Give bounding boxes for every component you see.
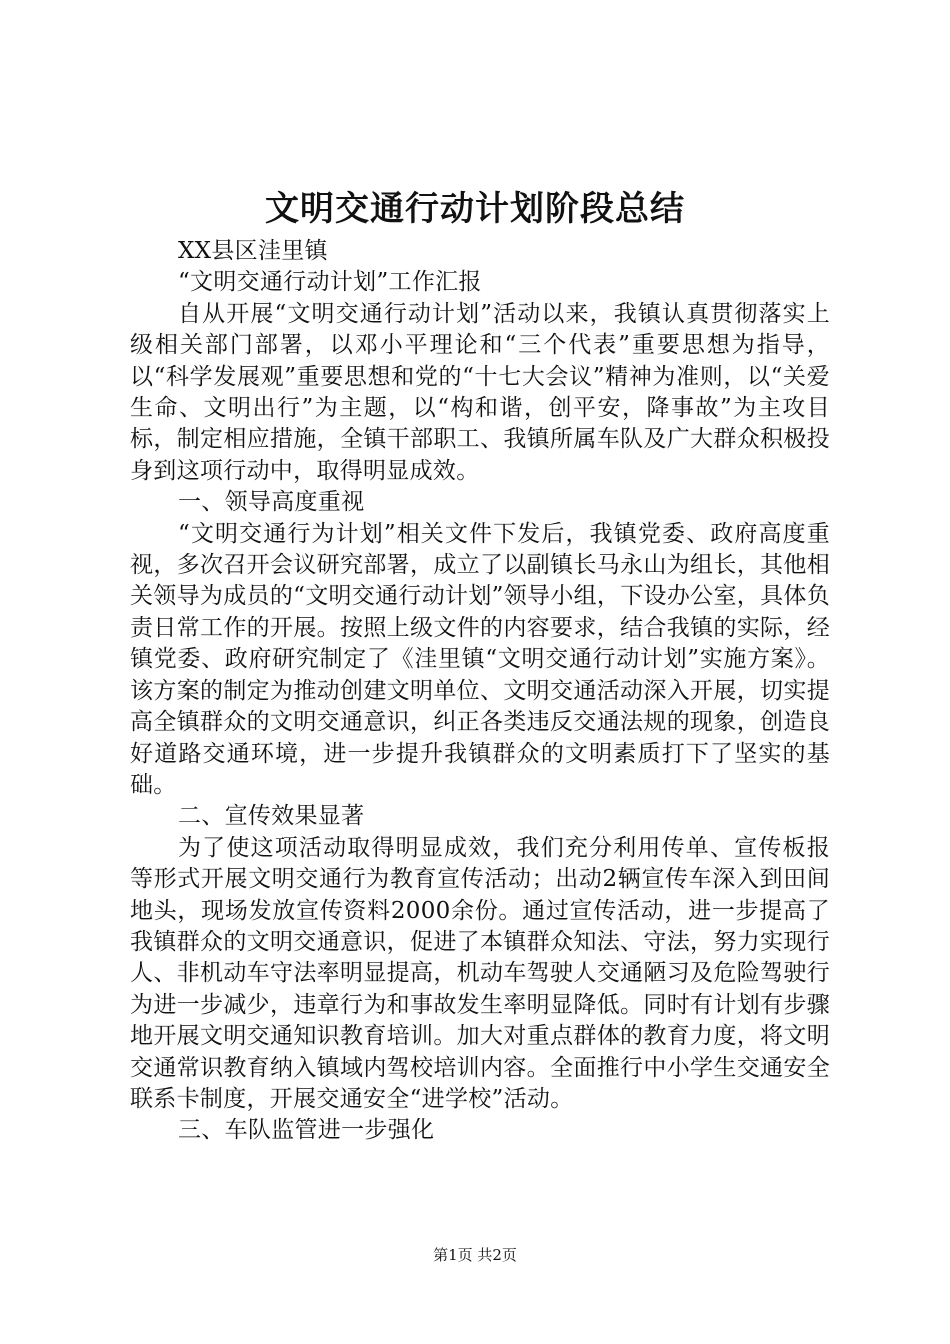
body-paragraph: “文明交通行为计划”相关文件下发后，我镇党委、政府高度重视，多次召开会议研究部署，成立了以副镇长马永山为组长，其他相关领导为成员的“文明交通行动计划”领导小组，下设办公室，具体负责日常工作的开展。按照上级文件的内容要求，结合我镇的实际，经镇党委、政府研究制定了《洼里镇“文明交通行动计划”实施方案》。该方案的制定为推动创建文明单位、文明交通活动深入开展，切实提高全镇群众的文明交通意识，纠正各类违反交通法规的现象，创造良好道路交通环境，进一步提升我镇群众的文明素质打下了坚实的基础。 <box>130 520 830 798</box>
document-body <box>130 236 830 1147</box>
section-heading: 二、宣传效果显著 <box>178 803 365 830</box>
section-heading: 一、领导高度重视 <box>178 489 365 516</box>
subtitle-line: “文明交通行动计划”工作汇报 <box>178 269 482 296</box>
document-title: 文明交通行动计划阶段总结 <box>265 189 685 229</box>
author-line: XX县区洼里镇 <box>178 238 328 264</box>
page-number: 第1页 共2页 <box>433 1246 517 1264</box>
section-heading: 三、车队监管进一步强化 <box>178 1117 435 1144</box>
body-paragraph: 为了使这项活动取得明显成效，我们充分利用传单、宣传板报等形式开展文明交通行为教育宣传活动；出动2辆宣传车深入到田间地头，现场发放宣传资料2000余份。通过宣传活动，进一步提高了我镇群众的文明交通意识，促进了本镇群众知法、守法，努力实现行人、非机动车守法率明显提高，机动车驾驶人交通陋习及危险驾驶行为进一步减少，违章行为和事故发生率明显降低。同时有计划有步骤地开展文明交通知识教育培训。加大对重点群体的教育力度，将文明交通常识教育纳入镇域内驾校培训内容。全面推行中小学生交通安全联系卡制度，开展交通安全“进学校”活动。 <box>130 834 830 1112</box>
body-paragraph: 自从开展“文明交通行动计划”活动以来，我镇认真贯彻落实上级相关部门部署，以邓小平理论和“三个代表”重要思想为指导，以“科学发展观”重要思想和党的“十七大会议”精神为准则，以“关爱生命、文明出行”为主题，以“构和谐，创平安，降事故”为主攻目标，制定相应措施，全镇干部职工、我镇所属车队及广大群众积极投身到这项行动中，取得明显成效。 <box>130 300 830 484</box>
